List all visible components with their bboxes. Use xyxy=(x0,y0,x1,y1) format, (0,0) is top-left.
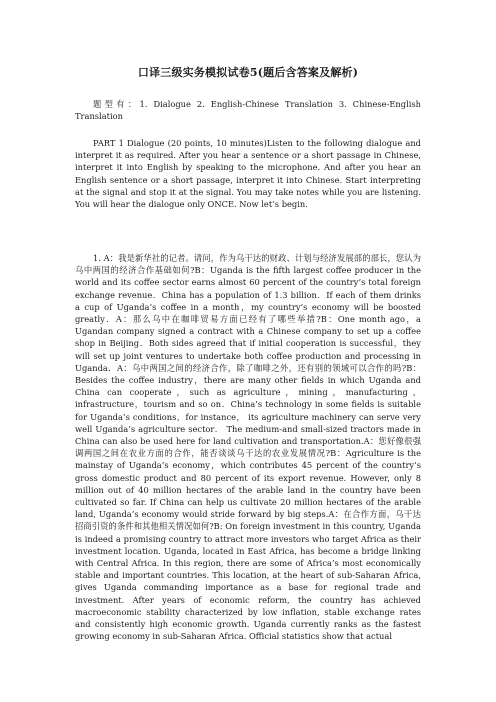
page-title: 口译三级实务模拟试卷5(题后含答案及解析) xyxy=(137,66,359,79)
dialogue-section xyxy=(75,252,421,643)
dialogue-text: 1. A：我是新华社的记者。请问，作为乌干达的财政、计划与经济发展部的部长，您认为乌中两国的经济合作基础如何?B：Uganda is the fifth largest coffee producer in the world and its coffee sector earns almost 60 percent of the country’s total foreign exchange revenue．China has a population of 1.3 billion．If each of them drinks a cup of Uganda’s coffee in a month，my country’s economy will be boosted greatly．A：那么乌中在咖啡贸易方面已经有了哪些举措?B：One month ago，a Ugandan company signed a contract with a Chinese company to set up a coffee shop in Beijing．Both sides agreed that if initial cooperation is successful，they will set up joint ventures to undertake both coffee production and processing in Uganda．A：乌中两国之间的经济合作，除了咖啡之外，还有别的领域可以合作的吗?B：Besides the coffee industry，there are many other fields in which Uganda and China can cooperate，such as agriculture，mining，manufacturing，infrastructure，tourism and so on．China’s technology in some fields is suitable for Uganda’s conditions，for instance， its agriculture machinery can serve very well Uganda’s agriculture sector． The medium-and small-sized tractors made in China can also be used here for land cultivation and transportation.A：您好像很强调两国之间在农业方面的合作，能否谈谈乌干达的农业发展情况?B：Agriculture is the mainstay of Uganda’s economy，which contributes 45 percent of the country’s gross domestic product and 80 percent of its export revenue. However, only 8 million out of 40 million hectares of the arable land in the country have been cultivated so far. If China can help us cultivate 20 million hectares of the arable land, Uganda’s economy would stride forward by big steps.A：在合作方面，乌干达招商引资的条件和其他相关情况如何?B: On foreign investment in this country, Uganda is indeed a promising country to attract more investors who target Africa as their investment location. Uganda, located in East Africa, has become a bridge linking with Central Africa. In this region, there are some of Africa’s most economically stable and important countries. This location, at the heart of sub-Saharan Africa, gives Uganda commanding importance as a base for regional trade and investment. After years of economic reform, the country has achieved macroeconomic stability characterized by low inflation, stable exchange rates and consistently high economic growth. Uganda currently ranks as the fastest growing economy in sub-Saharan Africa. Official statistics show that actual xyxy=(75,253,421,642)
question-types-text: 题型有：1. Dialogue 2. English-Chinese Translation 3. Chinese-English Translation xyxy=(75,99,421,122)
part1-instructions xyxy=(75,137,421,210)
question-types xyxy=(75,98,421,122)
part1-instructions-text: PART 1 Dialogue (20 points, 10 minutes)Listen to the following dialogue and interpret it as required. After you hear a sentence or a short passage in Chinese, interpret it into English by speaking to the microphone. And after you hear an English sentence or a short passage, interpret it into Chinese. Start interpreting at the signal and stop it at the signal. You may take notes while you are listening. You will hear the dialogue only ONCE. Now let’s begin. xyxy=(75,138,421,210)
